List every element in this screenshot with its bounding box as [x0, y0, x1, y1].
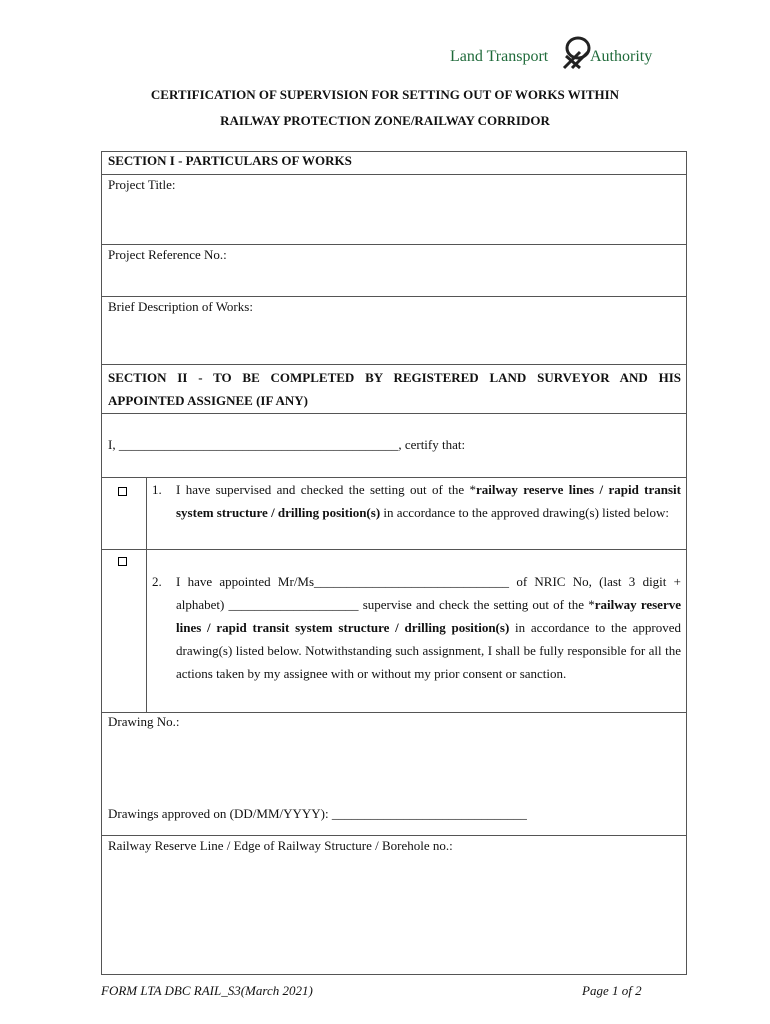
project-ref-label: Project Reference No.:: [108, 247, 227, 262]
divider: [101, 296, 687, 297]
divider: [101, 244, 687, 245]
brief-desc-label: Brief Description of Works:: [108, 299, 253, 314]
item2-bold: railway reserve lines / rapid transit system structure / drilling position(s): [176, 597, 681, 635]
title-line-2: RAILWAY PROTECTION ZONE/RAILWAY CORRIDOR: [220, 113, 550, 128]
project-title-label: Project Title:: [108, 177, 176, 192]
item1-checkbox[interactable]: [118, 487, 127, 496]
drawings-approved-label: Drawings approved on (DD/MM/YYYY): ______________________________: [108, 806, 527, 821]
form-reference: FORM LTA DBC RAIL_S3(March 2021): [101, 983, 313, 998]
divider: [101, 835, 687, 836]
drawing-no-label: Drawing No.:: [108, 714, 180, 729]
section2-heading-line2: APPOINTED ASSIGNEE (IF ANY): [108, 393, 308, 408]
title-line-1: CERTIFICATION OF SUPERVISION FOR SETTING OUT OF WORKS WITHIN: [150, 87, 620, 102]
divider: [101, 364, 687, 365]
item1-number: 1.: [152, 482, 162, 497]
item2-checkbox[interactable]: [118, 557, 127, 566]
item2-text: [152, 570, 681, 685]
item2-text-b: in accordance to the approved drawing(s) listed below. Notwithstanding such assignment, I shall be fully responsible for all the actions taken by my assignee with or without my prior consent or sanction.: [176, 620, 681, 681]
lta-logo: [450, 32, 660, 72]
certify-statement: I, ___________________________________________, certify that:: [108, 437, 466, 452]
divider: [101, 549, 687, 550]
section2-heading-line1: SECTION II - TO BE COMPLETED BY REGISTERED LAND SURVEYOR AND HIS: [108, 370, 681, 385]
divider: [101, 712, 687, 713]
section2-heading: [108, 366, 681, 412]
item2-text-a: I have appointed Mr/Ms______________________________ of NRIC No, (last 3 digit + alphabet) ____________________ supervise and check the setting out of the *: [176, 574, 681, 612]
logo-text-left: Land Transport: [450, 48, 549, 65]
item1-text-a: I have supervised and checked the setting out of the *: [176, 482, 476, 497]
page-number: Page 1 of 2: [582, 983, 642, 998]
item2-number: 2.: [152, 574, 162, 589]
item1-bold: railway reserve lines / rapid transit system structure / drilling position(s): [176, 482, 682, 520]
document-title: [60, 82, 710, 134]
section1-heading: SECTION I - PARTICULARS OF WORKS: [108, 153, 352, 168]
railway-reserve-label: Railway Reserve Line / Edge of Railway Structure / Borehole no.:: [108, 838, 453, 853]
item1-text: [152, 478, 682, 524]
checkbox-column-divider: [146, 477, 147, 712]
item1-text-b: in accordance to the approved drawing(s) listed below:: [380, 505, 669, 520]
logo-text-right: Authority: [590, 48, 653, 65]
divider: [101, 413, 687, 414]
divider: [101, 174, 687, 175]
